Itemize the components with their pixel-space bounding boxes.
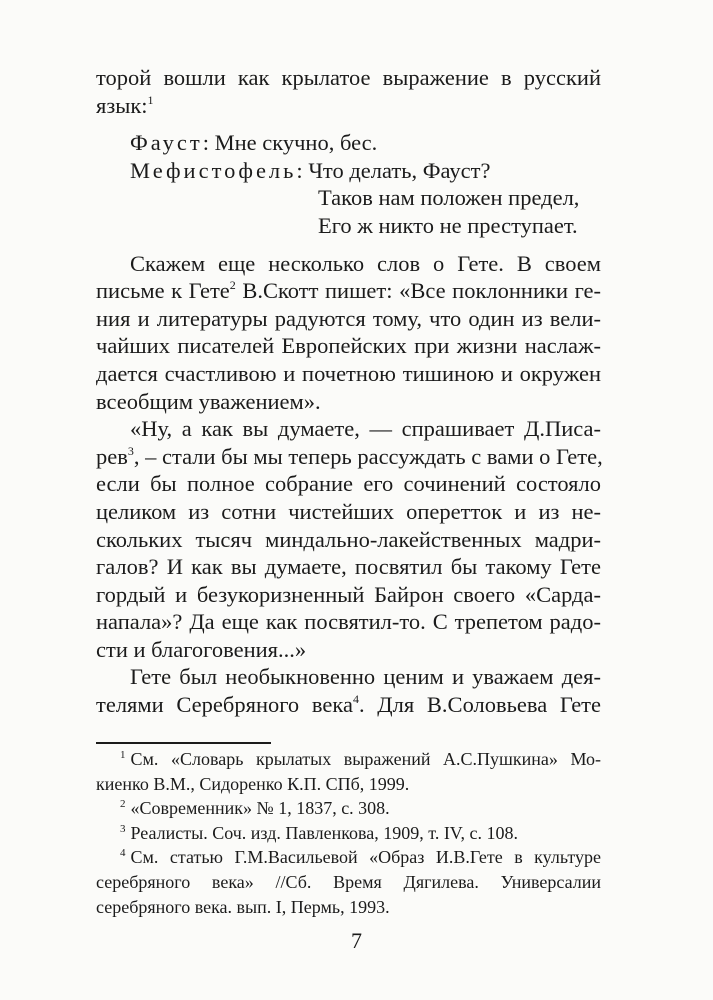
text-line: целиком из сотни чистейших оперетток и из не- (96, 498, 601, 524)
footnote-ref: 3 (127, 443, 134, 458)
speaker-name: Фауст (130, 130, 203, 156)
verse-line-mephisto: Мефистофель: Что делать, Фауст? (130, 157, 491, 183)
verse-line: Таков нам положен предел, (318, 185, 580, 211)
text-line: «Ну, а как вы думаете, — спрашивает Д.Писа- (130, 416, 601, 442)
text-line: дается счастливою и почетною тишиною и окружен (96, 360, 601, 386)
text-line: Скажем еще несколько слов о Гете. В своем (130, 250, 601, 276)
text-line: торой вошли как крылатое выражение в русский (96, 65, 601, 90)
text-line: всеобщим уважением». (96, 388, 321, 414)
text-line: галов? И как вы думаете, посвятил бы такому Гете (96, 554, 601, 580)
speaker-name: Мефистофель (130, 157, 297, 183)
text-line: если бы полное собрание его сочинений состояло (96, 471, 601, 497)
text-line: письме к Гете$^2$ В.Скотт пишет: «Все поклонники ге- (96, 278, 601, 304)
footnote-4-cont: серебряного века. вып. I, Пермь, 1993. (96, 896, 390, 917)
text-line: ния и литературы радуются тому, что один из вели- (96, 305, 601, 331)
verse-line-faust: Фауст: Мне скучно, бес. (130, 130, 378, 156)
page-number: 7 (351, 928, 362, 953)
verse-line: Его ж никто не преступает. (318, 212, 578, 238)
main-text (96, 64, 601, 719)
footnote-1-cont: киенко В.М., Сидоренко К.П. СПб, 1999. (96, 773, 410, 794)
footnote-4-cont: серебряного века» //Сб. Время Дягилева. Универсалии (96, 871, 601, 892)
text-line: рев$^3$, – стали бы мы теперь рассуждать с вами о Гете, (96, 443, 603, 469)
footnote-3: $^3$ Реалисты. Соч. изд. Павленкова, 1909, т. IV, с. 108. (120, 822, 518, 843)
text-line: язык:$^1$ (96, 92, 154, 118)
footnote-divider (96, 742, 271, 744)
footnotes (96, 747, 601, 919)
text-line: напала»? Да еще как посвятил-то. С трепетом радо- (96, 609, 601, 635)
text-line: сти и благоговения...» (96, 636, 307, 662)
footnote-ref: 4 (352, 692, 359, 707)
footnote-1: $^1$ См. «Словарь крылатых выражений А.С.Пушкина» Мо- (120, 749, 601, 769)
footnote-ref: 2 (229, 278, 236, 293)
footnote-ref: 1 (147, 92, 154, 107)
text-line: скольких тысяч миндально-лакейственных мадри- (96, 526, 601, 552)
text-line: чайших писателей Европейских при жизни наслаж- (96, 333, 601, 359)
text-line: гордый и безукоризненный Байрон своего «Сарда- (96, 581, 601, 607)
footnote-4: $^4$ См. статью Г.М.Васильевой «Образ И.В.Гете в культуре (120, 847, 601, 868)
text-line: Гете был необыкновенно ценим и уважаем дея- (130, 664, 601, 690)
text-line: телями Серебряного века$^4$. Для В.Соловьева Гете (96, 692, 601, 718)
footnote-2: $^2$ «Современник» № 1, 1837, с. 308. (120, 798, 390, 819)
